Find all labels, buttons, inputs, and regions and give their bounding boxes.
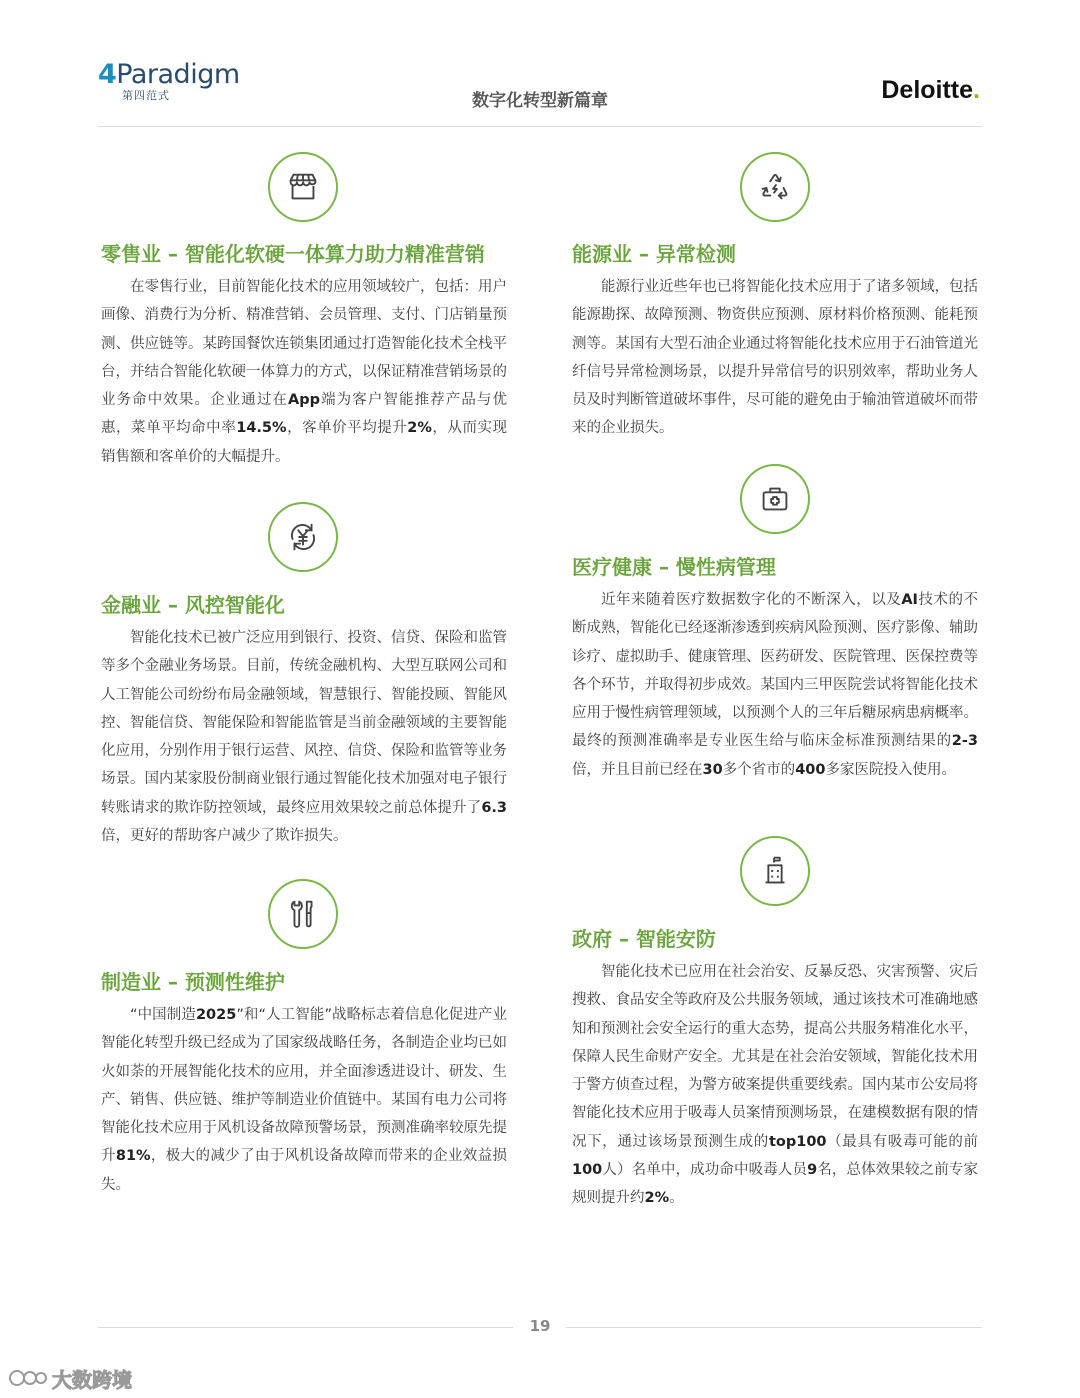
government-bold-rate: 2% — [644, 1190, 670, 1207]
manufacturing-heading: 制造业 – 预测性维护 — [101, 970, 285, 994]
retail-body-text-2: 端为客户智能推荐产品与优惠，菜单平均命中率 — [101, 392, 508, 437]
storefront-icon — [268, 152, 338, 222]
retail-bold-rate: 14.5% — [236, 420, 287, 437]
healthcare-body-text-2: 技术的不断成熟，智能化已经逐渐渗透到疾病风险预测、医疗影像、辅助诊疗、虚拟助手、健康管理、医药研发、医院管理、医保控费等各个环节，并取得初步成效。某国内三甲医院尝试将智能化技术应用于慢性病管理领域，以预测个人的三年后糖尿病患病概率。最终的预测准确率是专业医生给与临床金标准预测结果的 — [572, 592, 978, 750]
energy-heading: 能源业 – 异常检测 — [572, 242, 736, 266]
page-header-title: 数字化转型新篇章 — [472, 91, 608, 111]
government-building-icon — [740, 836, 810, 906]
healthcare-bold-provinces: 30 — [702, 761, 723, 778]
retail-body-text: 在零售行业，目前智能化技术的应用领域较广，包括：用户画像、消费行为分析、精准营销、会员管理、支付、门店销量预测、供应链等。某跨国餐饮连锁集团通过打造智能化技术全栈平台，并结合智能化软硬一体算力的方式，以保证精准营销场景的业务命中效果。企业通过在 — [101, 279, 507, 409]
watermark-logo-icon — [8, 1366, 48, 1390]
manufacturing-bold-2025: 2025 — [195, 1007, 237, 1023]
manufacturing-body-text-3: ，极大的减少了由于风机设备故障而带来的企业效益损失。 — [101, 1148, 508, 1193]
recycle-icon — [740, 152, 810, 222]
healthcare-body-text-4: 多个省市的 — [722, 761, 796, 778]
government-body-text-4: 名，总体效果较之前专家规则提升约 — [572, 1162, 979, 1207]
deloitte-logo — [881, 76, 980, 105]
government-heading: 政府 – 智能安防 — [572, 927, 716, 951]
manufacturing-body — [101, 1001, 507, 1199]
header-divider — [98, 126, 982, 127]
retail-bold-app: App — [288, 392, 320, 409]
healthcare-body-text-5: 多家医院投入使用。 — [825, 761, 956, 778]
government-body-text-3: 人）名单中，成功命中吸毒人员 — [602, 1162, 808, 1179]
medical-kit-icon — [740, 464, 810, 534]
healthcare-body — [572, 586, 978, 784]
government-bold-100: 100 — [572, 1162, 603, 1179]
retail-body-text-4: ，从而实现销售额和客单价的大幅提升。 — [101, 420, 508, 465]
government-body — [572, 958, 978, 1213]
healthcare-body-text-3: 倍，并且目前已经在 — [572, 761, 703, 778]
healthcare-body-text: 近年来随着医疗数据数字化的不断深入，以及 — [601, 592, 902, 608]
yen-exchange-icon — [268, 502, 338, 572]
retail-body — [101, 273, 507, 471]
page-number: 19 — [529, 1317, 551, 1335]
deloitte-wordmark: Deloitte — [881, 76, 974, 104]
finance-heading: 金融业 – 风控智能化 — [101, 593, 285, 617]
deloitte-dot: . — [973, 76, 980, 104]
watermark — [8, 1366, 48, 1394]
government-bold-9: 9 — [807, 1162, 818, 1179]
government-body-text: 智能化技术已应用在社会治安、反暴反恐、灾害预警、灾后搜救、食品安全等政府及公共服务领域，通过该技术可准确地感知和预测社会安全运行的重大态势，提高公共服务精准化水平，保障人民生命财产安全。尤其是在社会治安领域，智能化技术用于警方侦查过程，为警方破案提供重要线索。国内某市公安局将智能化技术应用于吸毒人员案情预测场景，在建模数据有限的情况下，通过该场景预测生成的 — [572, 964, 978, 1150]
finance-bold-multiplier: 6.3 — [481, 799, 507, 816]
logo-wordmark: 4Paradigm — [98, 59, 240, 90]
finance-body-text: 智能化技术已被广泛应用到银行、投资、信贷、保险和监管等多个金融业务场景。目前，传统金融机构、大型互联网公司和人工智能公司纷纷布局金融领域，智慧银行、智能投顾、智能风控、智能信贷、智能保险和智能监管是当前金融领域的主要智能化应用，分别作用于银行运营、风控、信贷、保险和监管等业务场景。国内某家股份制商业银行通过智能化技术加强对电子银行转账请求的欺诈防控领域，最终应用效果较之前总体提升了 — [101, 630, 507, 816]
retail-heading: 零售业 – 智能化软硬一体算力助力精准营销 — [101, 242, 485, 266]
watermark-text: 大数跨境 — [52, 1368, 132, 1392]
logo-subtitle: 第四范式 — [122, 89, 170, 102]
finance-body-text-2: 倍，更好的帮助客户减少了欺诈损失。 — [101, 828, 348, 845]
retail-body-text-3: ，客单价平均提升 — [286, 420, 408, 437]
manufacturing-bold-rate: 81% — [115, 1148, 151, 1165]
healthcare-bold-ai: AI — [901, 592, 918, 608]
government-body-text-5: 。 — [669, 1190, 684, 1207]
energy-body: 能源行业近些年也已将智能化技术应用于了诸多领域，包括能源勘探、故障预测、物资供应预测、原材料价格预测、能耗预测等。某国有大型石油企业通过将智能化技术应用于石油管道光纤信号异常检测场景，以提升异常信号的识别效率，帮助业务人员及时判断管道破坏事件，尽可能的避免由于输油管道破坏而带来的企业损失。 — [572, 279, 978, 437]
retail-bold-increase: 2% — [407, 420, 432, 437]
manufacturing-body-text: “中国制造 — [130, 1007, 196, 1023]
tools-icon — [268, 879, 338, 949]
finance-body — [101, 624, 507, 850]
government-body-text-2: （最具有吸毒可能的前 — [826, 1133, 979, 1150]
healthcare-heading: 医疗健康 – 慢性病管理 — [572, 555, 776, 579]
government-bold-top100: top100 — [768, 1133, 827, 1150]
manufacturing-body-text-2: ”和“人工智能”战略标志着信息化促进产业智能化转型升级已经成为了国家级战略任务，各制造企业均已如火如荼的开展智能化技术的应用，并全面渗透进设计、研发、生产、销售、供应链、维护等制造业价值链中。某国有电力公司将智能化技术应用于风机设备故障预警场景，预测准确率较原先提升 — [101, 1007, 507, 1165]
healthcare-bold-hospitals: 400 — [795, 761, 826, 778]
healthcare-bold-multiplier: 2-3 — [951, 733, 978, 750]
